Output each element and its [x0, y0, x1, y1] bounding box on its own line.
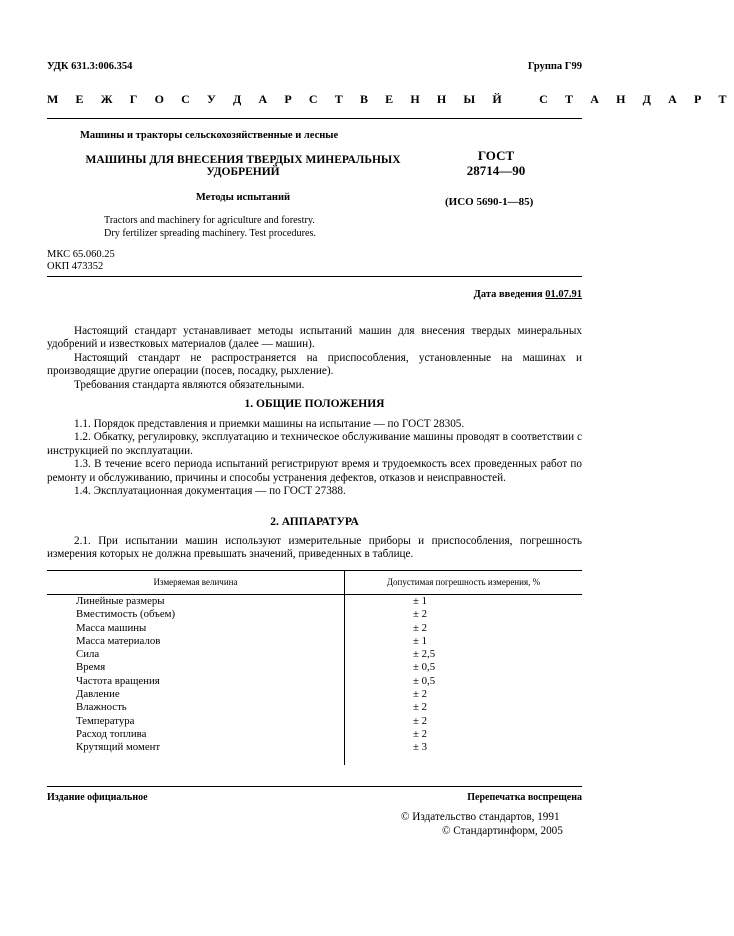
- table-cell-quantity: Давление: [47, 688, 345, 701]
- table-row: [47, 635, 582, 648]
- table-spacer-cell: [47, 755, 345, 765]
- intro-paragraph-1: Настоящий стандарт устанавливает методы испытаний машин для внесения твердых минеральных удобрений и известковых материалов (далее — машин).: [47, 325, 582, 351]
- section2-body: [47, 535, 582, 562]
- table-cell-tolerance: ± 2: [413, 688, 428, 701]
- table-cell-tolerance: ± 2: [413, 714, 428, 727]
- table-cell-tolerance: ± 2,5: [413, 648, 436, 661]
- copyright-2005: © Стандартинформ, 2005: [442, 824, 563, 837]
- table-cell-tolerance: ± 2: [413, 701, 428, 714]
- table-cell-quantity: Сила: [47, 648, 345, 661]
- section1-heading: 1. ОБЩИЕ ПОЛОЖЕНИЯ: [244, 398, 385, 410]
- table-row: [47, 741, 582, 754]
- table-cell-quantity: Частота вращения: [47, 675, 345, 688]
- table-cell-quantity: Крутящий момент: [47, 741, 345, 754]
- copyright-1991: © Издательство стандартов, 1991: [401, 811, 560, 823]
- header-rule: [47, 118, 582, 119]
- table-row: [47, 675, 582, 688]
- table-cell-quantity: Температура: [47, 715, 345, 728]
- table-row: [47, 622, 582, 635]
- table-row: [47, 688, 582, 701]
- table-row: [47, 701, 582, 714]
- table-cell-tolerance: ± 1: [413, 595, 428, 607]
- standard-subtitle: Методы испытаний: [195, 192, 291, 203]
- standard-title: [47, 154, 439, 178]
- table-cell-tolerance: ± 1: [413, 634, 428, 647]
- table-header-tolerance: Допустимая погрешность измерения, %: [345, 571, 583, 595]
- table-row: [47, 648, 582, 661]
- table-cell-quantity: Влажность: [47, 701, 345, 714]
- section1-item-1-1: 1.1. Порядок представления и приемки машины на испытание — по ГОСТ 28305.: [74, 418, 465, 430]
- okp-code: ОКП 473352: [47, 261, 104, 272]
- iso-reference: (ИСО 5690-1—85): [445, 196, 534, 208]
- standard-title-line1: МАШИНЫ ДЛЯ ВНЕСЕНИЯ ТВЕРДЫХ МИНЕРАЛЬНЫХ: [85, 154, 401, 166]
- table-cell-quantity: Время: [47, 661, 345, 674]
- table-cell-quantity: Масса материалов: [47, 635, 345, 648]
- table-cell-quantity: Линейные размеры: [47, 595, 345, 609]
- copyright-block: [401, 811, 563, 838]
- standard-category: Машины и тракторы сельскохозяйственные и лесные: [80, 130, 339, 141]
- english-title: [104, 214, 316, 240]
- effective-date-label: Дата введения: [473, 289, 543, 300]
- table-row: [47, 608, 582, 621]
- section1-item-1-2: 1.2. Обкатку, регулировку, эксплуатацию и техническое обслуживание машины проводят в соответствии с инструкцией по эксплуатации.: [47, 431, 582, 457]
- intro-paragraph-3: Требования стандарта являются обязательными.: [74, 378, 305, 391]
- classification-codes: [47, 249, 115, 273]
- section2-item-2-1: 2.1. При испытании машин используют измерительные приборы и приспособления, погрешность измерения которых не должна превышать значений, приведенных в таблице.: [47, 535, 582, 561]
- tolerance-table: [47, 570, 582, 765]
- gost-designation: [429, 148, 563, 178]
- table-row: [47, 661, 582, 674]
- table-cell-tolerance: ± 2: [413, 727, 428, 740]
- table-row: [47, 595, 582, 609]
- intro-text: [47, 325, 582, 392]
- table-spacer-row: [47, 755, 582, 765]
- official-edition: Издание официальное: [47, 792, 148, 803]
- group-code: Группа Г99: [527, 61, 582, 72]
- english-title-line2: Dry fertilizer spreading machinery. Test procedures.: [104, 228, 317, 239]
- reprint-notice: Перепечатка воспрещена: [467, 792, 582, 803]
- udk-code: УДК 631.3:006.354: [47, 61, 133, 72]
- table-cell-quantity: Вместимость (объем): [47, 608, 345, 621]
- standard-type-banner: М Е Ж Г О С У Д А Р С Т В Е Н Н Ы Й С Т А Н Д А Р Т: [47, 92, 734, 106]
- section1-body: [47, 418, 582, 499]
- table-cell-quantity: Масса машины: [47, 622, 345, 635]
- gost-number: 28714—90: [466, 163, 526, 178]
- mks-code: МКС 65.060.25: [47, 249, 115, 260]
- section1-item-1-4: 1.4. Эксплуатационная документация — по ГОСТ 27388.: [74, 485, 346, 498]
- table-cell-tolerance: ± 0,5: [413, 674, 436, 687]
- table-header-quantity: Измеряемая величина: [47, 571, 345, 595]
- standard-title-line2: УДОБРЕНИЙ: [206, 166, 280, 178]
- effective-date-value: 01.07.91: [545, 289, 582, 300]
- section1-item-1-3: 1.3. В течение всего периода испытаний регистрируют время и трудоемкость всех проведенных работ по ремонту и обслуживанию, причины и способы устранения дефектов, отказов и неисправностей.: [47, 458, 582, 484]
- effective-date: [474, 289, 582, 302]
- table-row: [47, 728, 582, 741]
- table-spacer-cell: [345, 755, 583, 765]
- intro-paragraph-2: Настоящий стандарт не распространяется на приспособления, установленные на машинах и производящие другие операции (посев, посадку, рыхление).: [47, 351, 582, 378]
- table-header-row: [47, 571, 582, 595]
- table-cell-quantity: Расход топлива: [47, 728, 345, 741]
- title-block-rule: [47, 276, 582, 277]
- gost-label: ГОСТ: [477, 148, 515, 163]
- footer-rule: [47, 786, 582, 787]
- table-cell-tolerance: ± 2: [413, 621, 428, 634]
- table-row: [47, 715, 582, 728]
- table-cell-tolerance: ± 3: [413, 741, 428, 754]
- table-cell-tolerance: ± 0,5: [413, 661, 436, 674]
- english-title-line1: Tractors and machinery for agriculture and forestry.: [104, 215, 315, 226]
- table-cell-tolerance: ± 2: [413, 608, 428, 621]
- table-body: [47, 595, 582, 765]
- section2-heading: 2. АППАРАТУРА: [270, 516, 359, 528]
